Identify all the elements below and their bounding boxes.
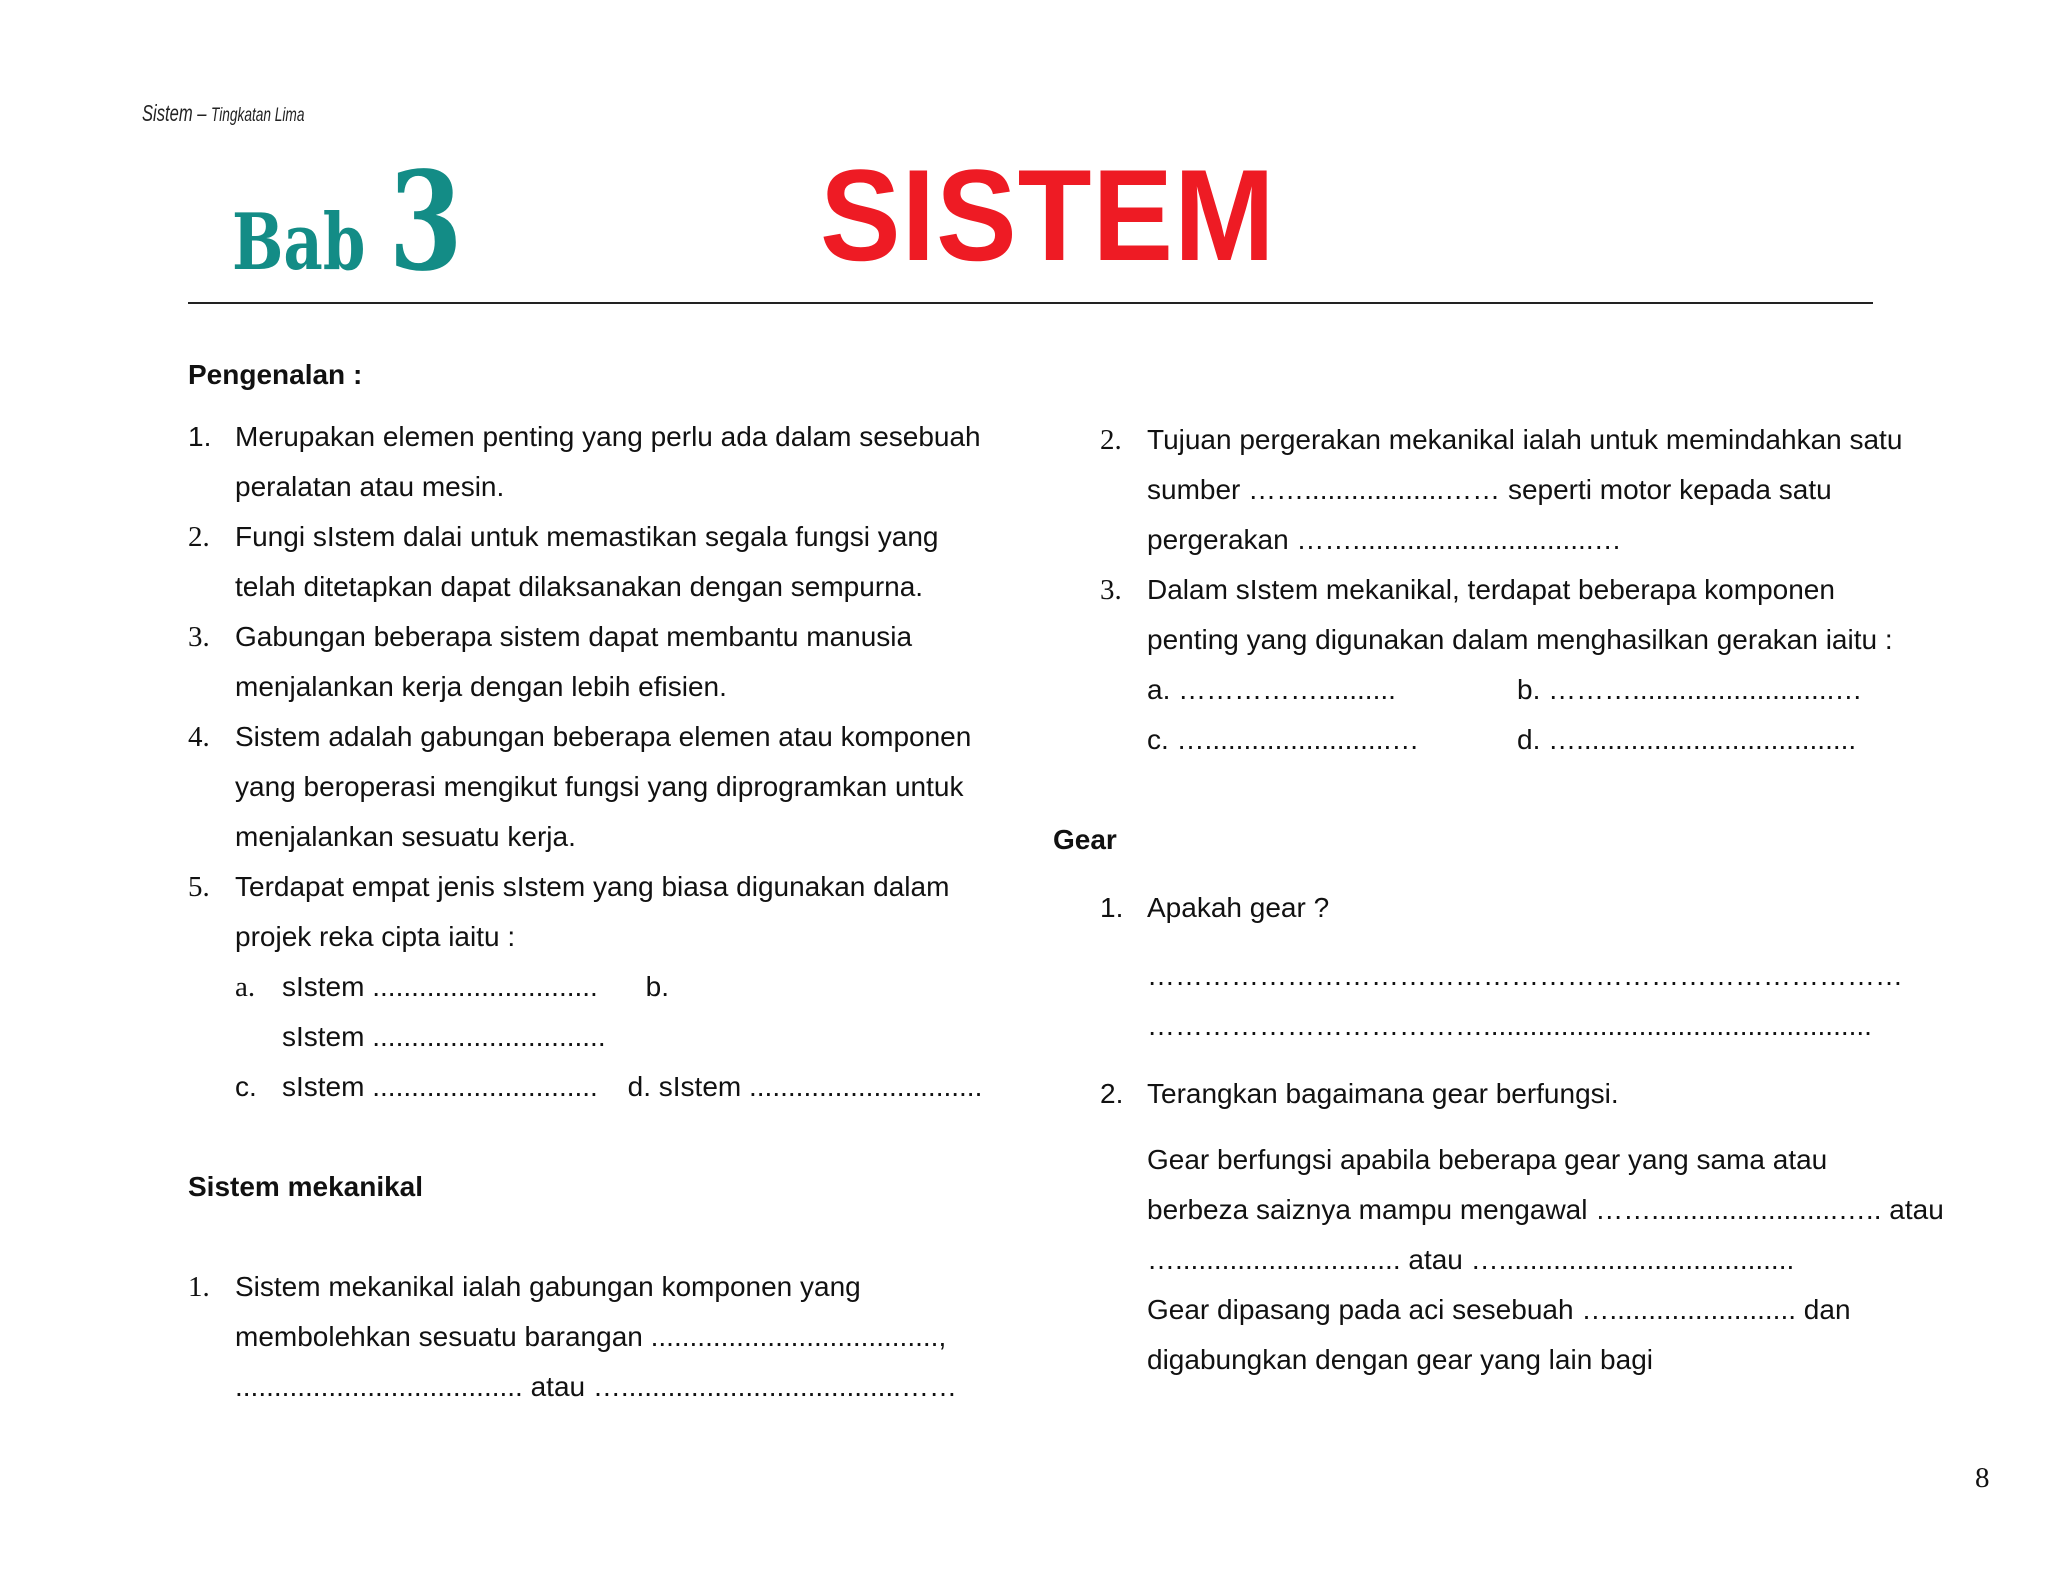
fill-blank: sIstem ............................. (282, 1071, 598, 1102)
item-line: digabungkan dengan gear yang lain bagi (1147, 1344, 1653, 1375)
intro-item-1 (188, 412, 1038, 512)
item-line: Gear dipasang pada aci sesebuah …........................ dan (1147, 1294, 1851, 1325)
item-number: 5. (188, 871, 210, 903)
gear-heading: Gear (1053, 824, 1117, 855)
intro-item-2 (188, 512, 1038, 612)
item-line: Fungi sIstem dalai untuk memastikan segala fungsi yang (235, 521, 939, 552)
item-line: membolehkan sesuatu barangan ....................................., (235, 1321, 947, 1352)
running-head-main: Sistem – (142, 100, 212, 126)
fill-blank: d. sIstem .............................. (627, 1071, 983, 1102)
chapter-word: Bab (232, 197, 366, 288)
item-line: Gear berfungsi apabila beberapa gear yang sama atau (1147, 1144, 1828, 1175)
item-line: menjalankan kerja dengan lebih efisien. (235, 671, 727, 702)
chapter-number: 3 (388, 142, 463, 302)
item-line: Dalam sIstem mekanikal, terdapat beberapa komponen (1147, 574, 1835, 605)
item-number: 2. (188, 521, 210, 553)
chapter-label (232, 142, 463, 302)
item-number: 2. (1100, 424, 1122, 456)
fill-blank: b. ………..........................… (1517, 674, 1863, 705)
item-number: 3. (188, 621, 210, 653)
item-line: sumber ……..................…… seperti motor kepada satu (1147, 474, 1832, 505)
fill-blank: sIstem .............................. (282, 1021, 606, 1052)
item-line: …............................. atau …...................................... (1147, 1244, 1795, 1275)
system-type-c-d (235, 1062, 1038, 1112)
intro-heading: Pengenalan : (188, 359, 363, 390)
left-column (188, 350, 1038, 1412)
fill-blank: d. ….................................... (1517, 724, 1857, 755)
item-line: pergerakan ……...............................… (1147, 524, 1622, 555)
mechanical-item-3 (1100, 565, 1980, 765)
intro-item-3 (188, 612, 1038, 712)
item-line: berbeza saiznya mampu mengawal ……........................….. atau (1147, 1194, 1944, 1225)
item-line: Apakah gear ? (1147, 892, 1330, 923)
item-line: yang beroperasi mengikut fungsi yang diprogramkan untuk (235, 771, 964, 802)
item-line: telah ditetapkan dapat dilaksanakan dengan sempurna. (235, 571, 924, 602)
item-line: Sistem mekanikal ialah gabungan komponen yang (235, 1271, 861, 1302)
gear-item-1 (1100, 883, 1980, 1051)
title-divider (188, 302, 1873, 304)
item-line: Tujuan pergerakan mekanikal ialah untuk memindahkan satu (1147, 424, 1903, 455)
item-number: 4. (188, 721, 210, 753)
page-title: SISTEM (820, 142, 1276, 288)
item-line: penting yang digunakan dalam menghasilkan gerakan iaitu : (1147, 624, 1893, 655)
component-blanks (1147, 665, 1980, 765)
item-line: ..................................... atau …....................................…… (235, 1371, 957, 1402)
mechanical-item-1 (188, 1262, 1038, 1412)
item-line: Merupakan elemen penting yang perlu ada dalam sesebuah (235, 421, 981, 452)
fill-blank: ……………………………….................................................. (1147, 1010, 1872, 1041)
running-head-sub: Tingkatan Lima (211, 105, 305, 126)
mechanical-item-2 (1100, 415, 1980, 565)
item-line: Gabungan beberapa sistem dapat membantu manusia (235, 621, 913, 652)
intro-item-4 (188, 712, 1038, 862)
sub-label: a. (235, 971, 256, 1003)
fill-blank: c. …........................… (1147, 724, 1420, 755)
gear-item-2 (1100, 1069, 1980, 1385)
item-line: Sistem adalah gabungan beberapa elemen atau komponen (235, 721, 972, 752)
item-line: Terangkan bagaimana gear berfungsi. (1147, 1078, 1619, 1109)
fill-blank: a. …………….......... (1147, 674, 1396, 705)
page-number: 8 (1975, 1462, 1990, 1494)
item-line: peralatan atau mesin. (235, 471, 505, 502)
system-type-a-b (235, 962, 1038, 1062)
right-column (1053, 415, 1980, 1385)
item-line: menjalankan sesuatu kerja. (235, 821, 576, 852)
sub-label: b. (645, 971, 669, 1002)
item-number: 1. (1100, 892, 1124, 923)
running-head (142, 100, 304, 127)
item-line: Terdapat empat jenis sIstem yang biasa digunakan dalam (235, 871, 950, 902)
sub-label: c. (235, 1071, 257, 1102)
fill-blank: ……………………………………………………………………… (1147, 960, 1903, 991)
item-number: 3. (1100, 574, 1122, 606)
fill-blank: sIstem ............................. (282, 971, 598, 1002)
item-number: 2. (1100, 1078, 1124, 1109)
item-number: 1. (188, 1271, 210, 1303)
item-number: 1. (188, 421, 212, 452)
intro-item-5 (188, 862, 1038, 1112)
mechanical-heading: Sistem mekanikal (188, 1171, 424, 1202)
item-line: projek reka cipta iaitu : (235, 921, 516, 952)
